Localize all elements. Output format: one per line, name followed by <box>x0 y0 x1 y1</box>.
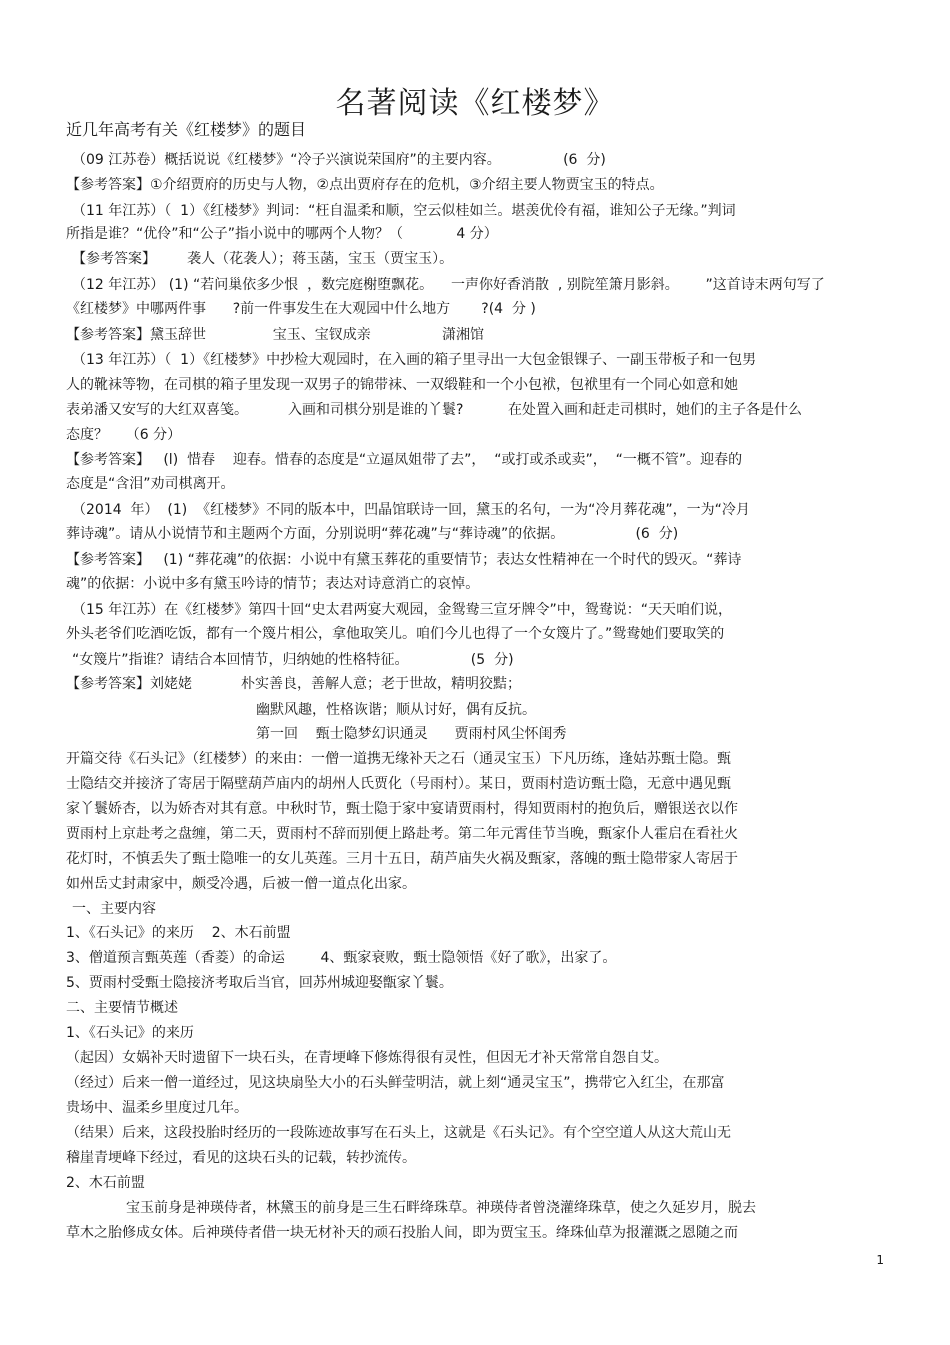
text-line: 第一回 甄士隐梦幻识通灵 贾雨村风尘怀闺秀 <box>256 726 567 742</box>
text-line: （经过）后来一僧一道经过，见这块扇坠大小的石头鲜莹明洁，就上刻“通灵宝玉”，携带它入红尘，在那富 <box>66 1075 725 1091</box>
text-line: （13 年江苏）（ 1）《红楼梦》中抄检大观园时，在入画的箱子里寻出一大包金银锞子、一副玉带板子和一包男 <box>72 352 757 368</box>
text-line: 5、贾雨村受甄士隐接济考取后当官，回苏州城迎娶甑家丫鬟。 <box>66 975 453 991</box>
text-line: （09 江苏卷）概括说说《红楼梦》“冷子兴演说荣国府”的主要内容。 (6 分) <box>72 152 606 168</box>
text-line: （12 年江苏） (1) “若问巢依多少恨 ，数完庭榭堕飘花。 一声你好香消散 , 别院笙箫月影斜。 ”这首诗末两句写了 <box>72 277 825 293</box>
text-line: 草木之胎修成女体。后神瑛侍者借一块无材补天的顽石投胎人间，即为贾宝玉。绛珠仙草为报灌溉之恩随之而 <box>66 1225 738 1241</box>
text-line: 【参考答案】 袭人（花袭人）；蒋玉菡，宝玉（贾宝玉）。 <box>72 251 454 267</box>
text-line: 【参考答案】 (l) 惜春 迎春。惜春的态度是“立逼凤姐带了去”， “或打或杀或卖”， “一概不管”。迎春的 <box>66 452 743 468</box>
text-line: 所指是谁？“优伶”和“公子”指小说中的哪两个人物？（ 4 分） <box>66 226 498 242</box>
text-line: （11 年江苏）（ 1）《红楼梦》判词：“枉自温柔和顺，空云似桂如兰。堪羡优伶有福，谁知公子无缘。”判词 <box>72 203 736 219</box>
text-line: 【参考答案】 (1) “葬花魂”的依据：小说中有黛玉葬花的重要情节；表达女性精神在一个时代的毁灭。“葬诗 <box>66 552 742 568</box>
text-line: 1、《石头记》的来历 2、木石前盟 <box>66 925 291 941</box>
text-line: 葬诗魂”。请从小说情节和主题两个方面，分别说明“葬花魂”与“葬诗魂”的依据。 (6 分) <box>66 526 679 542</box>
text-line: 态度是“含泪”劝司棋离开。 <box>66 476 235 492</box>
text-line: 如州岳丈封肃家中，颇受冷遇，后被一僧一道点化出家。 <box>66 876 416 892</box>
text-line: 花灯时，不慎丢失了甄士隐唯一的女儿英莲。三月十五日，葫芦庙失火祸及甄家，落魄的甄士隐带家人寄居于 <box>66 851 738 867</box>
text-line: 魂”的依据：小说中多有黛玉吟诗的情节；表达对诗意消亡的哀悼。 <box>66 576 480 592</box>
text-line: 《红楼梦》中哪两件事 ?前一件事发生在大观园中什么地方 ?(4 分 ) <box>66 301 536 317</box>
text-line: 开篇交待《石头记》（红楼梦）的来由：一僧一道携无缘补天之石（通灵宝玉）下凡历练，逢姑苏甄士隐。甄 <box>66 751 731 767</box>
text-line: 【参考答案】①介绍贾府的历史与人物，②点出贾府存在的危机，③介绍主要人物贾宝玉的特点。 <box>66 177 664 193</box>
text-line: 【参考答案】刘姥姥 朴实善良，善解人意；老于世故，精明狡黠； <box>66 676 521 692</box>
text-line: 【参考答案】黛玉辞世 宝玉、宝钗成亲 潇湘馆 <box>66 327 484 343</box>
page-number: 1 <box>876 1253 884 1267</box>
text-line: 家丫鬟娇杏，以为娇杏对其有意。中秋时节，甄士隐于家中宴请贾雨村，得知贾雨村的抱负后，赠银送衣以作 <box>66 801 738 817</box>
text-line: 1、《石头记》的来历 <box>66 1025 194 1041</box>
text-line: 稽崖青埂峰下经过，看见的这块石头的记载，转抄流传。 <box>66 1150 416 1166</box>
text-line: 士隐结交并接济了寄居于隔壁葫芦庙内的胡州人氏贾化（号雨村）。某日，贾雨村造访甄士隐，无意中遇见甄 <box>66 776 731 792</box>
text-line: 近几年高考有关《红楼梦》的题目 <box>66 120 307 139</box>
text-line: （2014 年） (1) 《红楼梦》不同的版本中，凹晶馆联诗一回，黛玉的名句，一为“冷月葬花魂”，一为“冷月 <box>72 502 750 518</box>
page-title: 名著阅读《红楼梦》 <box>335 86 615 121</box>
text-line: 幽默风趣，性格诙谐；顺从讨好，偶有反抗。 <box>256 702 536 718</box>
text-line: 表弟潘又安写的大红双喜笺。 入画和司棋分别是谁的丫鬟? 在处置入画和赶走司棋时，她们的主子各是什么 <box>66 402 802 418</box>
text-line: 3、僧道预言甄英莲（香菱）的命运 4、甄家衰败，甄士隐领悟《好了歌》，出家了。 <box>66 950 617 966</box>
text-line: 二、主要情节概述 <box>66 1000 178 1016</box>
text-line: “女篾片”指谁？请结合本回情节，归纳她的性格特征。 (5 分) <box>72 652 514 668</box>
text-line: 人的靴袜等物，在司棋的箱子里发现一双男子的锦带袜、一双缎鞋和一个小包袱，包袱里有一个同心如意和她 <box>66 377 738 393</box>
text-line: 外头老爷们吃酒吃饭，都有一个篾片相公，拿他取笑儿。咱们今儿也得了一个女篾片了。”鸳鸯她们要取笑的 <box>66 626 725 642</box>
text-line: （结果）后来，这段投胎时经历的一段陈迹故事写在石头上，这就是《石头记》。有个空空道人从这大荒山无 <box>66 1125 731 1141</box>
text-line: 宝玉前身是神瑛侍者，林黛玉的前身是三生石畔绛珠草。神瑛侍者曾浇灌绛珠草，使之久延岁月，脱去 <box>126 1200 756 1216</box>
text-line: 2、木石前盟 <box>66 1175 145 1191</box>
text-line: 贾雨村上京赴考之盘缠，第二天，贾雨村不辞而别便上路赴考。第二年元霄佳节当晚，甄家仆人霍启在看社火 <box>66 826 738 842</box>
text-line: （起因）女娲补天时遗留下一块石头，在青埂峰下修炼得很有灵性，但因无才补天常常自怨自艾。 <box>66 1050 668 1066</box>
text-line: 态度？ （6 分） <box>66 427 182 443</box>
text-line: （15 年江苏）在《红楼梦》第四十回“史太君两宴大观园，金鸳鸯三宣牙牌令”中，鸳鸯说：“天天咱们说， <box>72 602 733 618</box>
text-line: 贵场中、温柔乡里度过几年。 <box>66 1100 248 1116</box>
text-line: 一、主要内容 <box>72 901 156 917</box>
